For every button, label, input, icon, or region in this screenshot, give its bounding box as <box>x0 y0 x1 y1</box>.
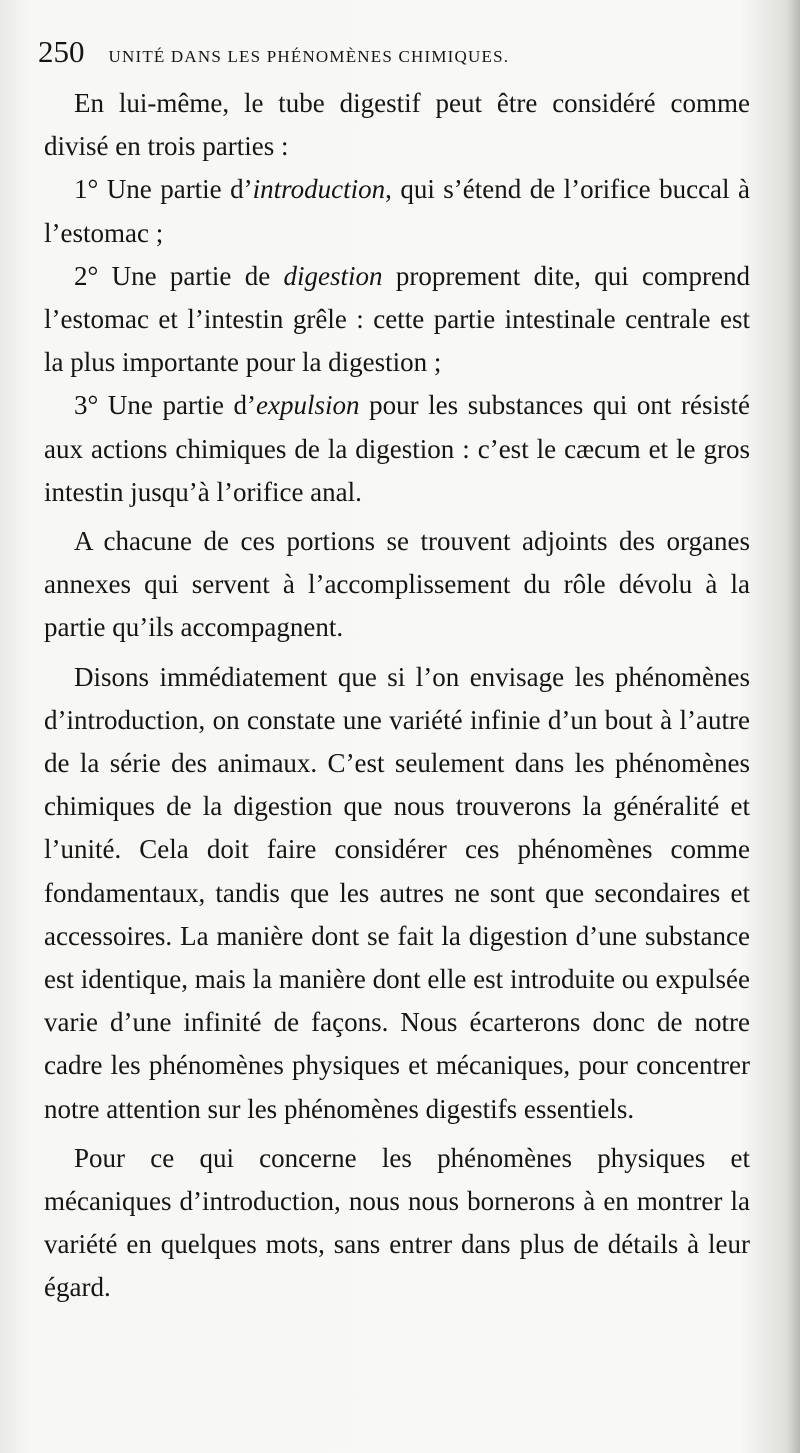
page-edge-shadow <box>786 0 800 1453</box>
paragraph-7: Pour ce qui concerne les phénomènes physiques et mécaniques d’introduction, nous nous bornerons à en montrer la variété en quelques mots, sans entrer dans plus de détails à leur égard. <box>44 1142 750 1303</box>
paragraph-2-start: 1° Une partie d’ <box>74 174 253 205</box>
paragraph-4-start: 3° Une partie d’ <box>74 390 257 421</box>
term-introduction: introduction <box>252 174 386 205</box>
term-expulsion: expulsion <box>256 390 360 421</box>
paragraph-5: A chacune de ces portions se trouvent adjoints des organes annexes qui servent à l’accomplissement du rôle dévolu à la partie qu’ils accompagnent. <box>44 526 750 643</box>
paragraph-2 <box>44 168 750 254</box>
paragraph-3 <box>44 255 750 385</box>
paragraph-3-end: proprement dite, qui comprend l’estomac et l’intestin grêle : cette partie intestinale centrale est la plus importante pour la digestion ; <box>44 260 750 378</box>
paragraph-3-start: 2° Une partie de <box>74 260 284 291</box>
body-text <box>44 82 750 1310</box>
page-header <box>38 34 738 74</box>
paragraph-4-end: pour les substances qui ont résisté aux actions chimiques de la digestion : c’est le cæcum et le gros intestin jusqu’à l’orifice anal. <box>44 390 750 507</box>
page-number: 250 <box>38 34 85 69</box>
paragraph-6: Disons immédiatement que si l’on envisage les phénomènes d’introduction, on constate une variété infinie d’un bout à l’autre de la série des animaux. C’est seulement dans les phénomènes chimiques de la digestion que nous trouverons la généralité et l’unité. Cela doit faire considérer ces phénomènes comme fondamentaux, tandis que les autres ne sont que secondaires et accessoires. La manière dont se fait la digestion d’une substance est identique, mais la manière dont elle est introduite ou expulsée varie d’une infinité de façons. Nous écarterons donc de notre cadre les phénomènes physiques et mécaniques, pour concentrer notre attention sur les phénomènes digestifs essentiels. <box>44 661 750 1124</box>
running-head: UNITÉ DANS LES PHÉNOMÈNES CHIMIQUES. <box>108 47 510 66</box>
term-digestion: digestion <box>283 260 383 291</box>
paragraph-4 <box>44 384 750 514</box>
paragraph-1: En lui-même, le tube digestif peut être considéré comme divisé en trois parties : <box>44 88 750 162</box>
paragraph-2-end: , qui s’étend de l’orifice buccal à l’estomac ; <box>44 174 750 248</box>
